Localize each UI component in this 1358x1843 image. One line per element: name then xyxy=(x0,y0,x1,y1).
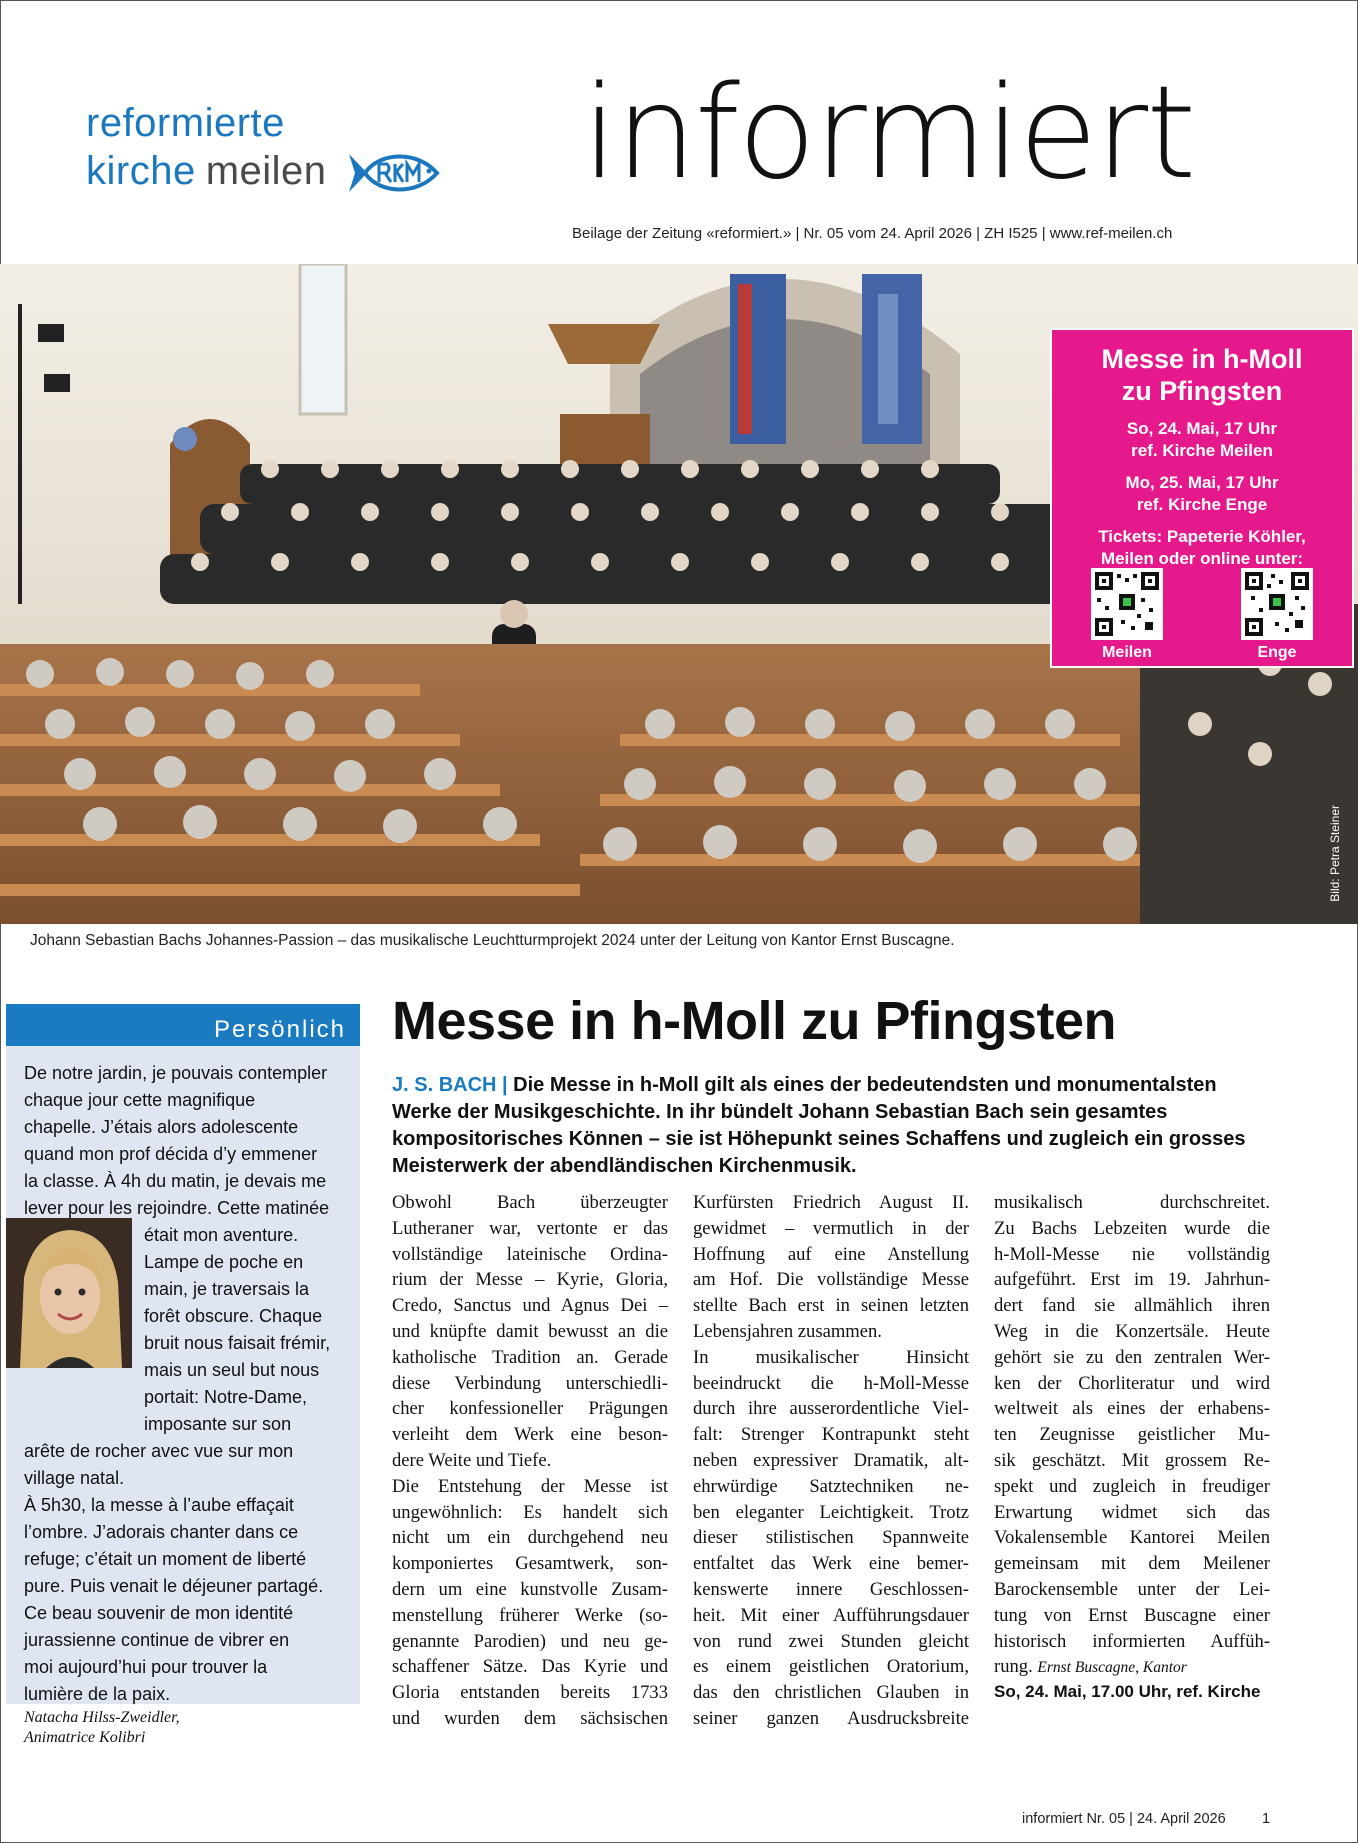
footer-issue: informiert Nr. 05 | 24. April 2026 xyxy=(1022,1811,1226,1827)
column-last-line xyxy=(994,1654,1270,1681)
column-line: genannte Parodien) und neu ge- xyxy=(392,1630,668,1652)
article-signature: Ernst Buscagne, Kantor xyxy=(1037,1659,1187,1677)
sidebar-line: moi aujourd’hui pour trouver la xyxy=(24,1657,268,1677)
column-line: komponiertes Gesamtwerk, son- xyxy=(392,1553,668,1575)
sidebar-line: chapelle. J’étais alors adolescente xyxy=(24,1117,299,1137)
sidebar-line: Ce beau souvenir de mon identité xyxy=(24,1603,294,1623)
sidebar-line: forêt obscure. Chaque xyxy=(144,1306,323,1326)
promo-date2-line2: ref. Kirche Enge xyxy=(1136,495,1268,514)
logo-text-meilen: meilen xyxy=(205,149,327,193)
sidebar-signature-name: Natacha Hilss-Zweidler, xyxy=(24,1709,180,1726)
sidebar-line: chaque jour cette magnifique xyxy=(24,1090,256,1110)
sidebar-text-top xyxy=(24,1060,329,1222)
author-portrait xyxy=(6,1218,132,1368)
column-line: vollständige lateinische Ordina- xyxy=(392,1243,668,1265)
column-line: ehrwürdige Satztechniken ne- xyxy=(693,1475,969,1497)
column-line: Weg in die Konzertsäle. Heute xyxy=(994,1320,1270,1342)
sidebar-text-wrap xyxy=(144,1222,330,1438)
column-line: und knüpfte damit bewusst an die xyxy=(392,1320,668,1342)
photo-caption: Johann Sebastian Bachs Johannes-Passion – das musikalische Leuchtturmprojekt 2024 unter der Leitung von Kantor Ernst Buscagne. xyxy=(30,932,955,949)
qr-code-icon xyxy=(1241,568,1313,640)
column-line: Gloria entstanden bereits 1733 xyxy=(392,1682,668,1704)
sidebar-line: Lampe de poche en xyxy=(144,1252,304,1272)
column-line: Credo, Sanctus und Agnus Dei – xyxy=(392,1295,668,1317)
sidebar-line: lumière de la paix. xyxy=(24,1684,171,1704)
column-line: das den christlichen Glauben in xyxy=(693,1682,969,1704)
church-logo[interactable] xyxy=(86,102,441,198)
column-line: von rund zwei Stunden gleicht xyxy=(693,1630,969,1652)
column-line: gehört sie zu den zentralen Wer- xyxy=(994,1346,1270,1368)
column-line: Kurfürsten Friedrich August II. xyxy=(693,1192,969,1213)
column-line: menstellung früherer Werke (so- xyxy=(392,1604,668,1626)
qr-code-icon xyxy=(1091,568,1163,640)
qr-code-meilen[interactable] xyxy=(1091,568,1163,662)
page-number: 1 xyxy=(1262,1811,1271,1827)
column-line: Erwartung widmet sich das xyxy=(994,1501,1270,1523)
personal-column xyxy=(6,1004,360,1746)
column-line: heit. Mit einer Aufführungsdauer xyxy=(693,1604,969,1626)
masthead-title: informiert xyxy=(582,59,1195,208)
article-lead xyxy=(392,1072,1292,1180)
promo-tickets-line1: Tickets: Papeterie Köhler, xyxy=(1098,527,1306,547)
promo-date1-line2: ref. Kirche Meilen xyxy=(1131,440,1273,460)
column-line: dern um eine kunstvolle Zusam- xyxy=(392,1578,668,1600)
article-kicker: J. S. BACH | xyxy=(392,1074,508,1096)
column-line: dert fand sie allmählich ihren xyxy=(994,1295,1270,1317)
qr-label-meilen: Meilen xyxy=(1102,644,1152,661)
concert-promo-box xyxy=(1050,328,1354,668)
column-line: am Hof. Die vollständige Messe xyxy=(693,1269,969,1291)
qr-label-enge: Enge xyxy=(1257,644,1297,661)
column-line: ungewöhnlich: Es handelt sich xyxy=(392,1501,668,1523)
sidebar-line: l’ombre. J’adorais chanter dans ce xyxy=(24,1522,299,1542)
column-line: rung. xyxy=(994,1656,1033,1678)
column-line: ten Zeugnisse geistlicher Mu- xyxy=(994,1424,1270,1446)
sidebar-signature-role: Animatrice Kolibri xyxy=(24,1729,146,1746)
promo-title-line1: Messe in h-Moll xyxy=(1101,344,1303,374)
photo-credit: Bild: Petra Steiner xyxy=(1328,805,1342,902)
article-headline: Messe in h-Moll zu Pfingsten xyxy=(392,991,1117,1051)
logo-text-kirche: kirche xyxy=(86,149,196,193)
sidebar-heading: Persönlich xyxy=(6,1004,360,1046)
sidebar-line: main, je traversais la xyxy=(144,1279,310,1299)
sidebar-line: De notre jardin, je pouvais contempler xyxy=(24,1063,328,1083)
column-line: Zu Bachs Lebzeiten wurde die xyxy=(994,1217,1270,1239)
column-line: Vokalensemble Kantorei Meilen xyxy=(994,1527,1270,1549)
qr-code-enge[interactable] xyxy=(1241,568,1313,662)
lead-line: Die Messe in h-Moll gilt als eines der bedeutendsten und monumentalsten xyxy=(507,1074,1217,1096)
promo-date1-line1: So, 24. Mai, 17 Uhr xyxy=(1126,418,1278,438)
column-line: tung von Ernst Buscagne einer xyxy=(994,1604,1270,1626)
sidebar-line: pure. Puis venait le déjeuner partagé. xyxy=(24,1576,324,1596)
column-line: schaffener Sätze. Das Kyrie und xyxy=(392,1656,668,1678)
column-line: Die Entstehung der Messe ist xyxy=(392,1475,668,1497)
sidebar-line: était mon aventure. xyxy=(144,1225,299,1245)
column-line: beeindruckt die h-Moll-Messe xyxy=(693,1372,969,1394)
column-line: ben eleganter Leichtigkeit. Trotz xyxy=(693,1501,969,1523)
column-line: Lebensjahren zusammen. xyxy=(693,1320,882,1342)
sidebar-line: refuge; c’était un moment de liberté xyxy=(24,1549,307,1569)
column-line: cher konfessioneller Prägungen xyxy=(392,1398,668,1420)
event-date-line: So, 24. Mai, 17.00 Uhr, ref. Kirche xyxy=(994,1682,1261,1701)
sidebar-line: lever pour les rejoindre. Cette matinée xyxy=(24,1198,330,1218)
column-line: diese Verbindung unterschiedli- xyxy=(392,1372,668,1394)
column-line: katholische Tradition an. Gerade xyxy=(392,1346,668,1368)
lead-line: Meisterwerk der abendländischen Kirchenmusik. xyxy=(392,1155,857,1177)
column-line: sik geschätzt. Mit grossem Re- xyxy=(994,1449,1270,1471)
column-line: Barockensemble unter der Lei- xyxy=(994,1578,1270,1600)
logo-text-line2 xyxy=(86,144,441,198)
sidebar-line: village natal. xyxy=(24,1468,125,1488)
lead-line: kompositorisches Können – sie ist Höhepunkt seines Schaffens und zugleich ein grosses xyxy=(392,1128,1246,1150)
sidebar-line: quand mon prof décida d’y emmener xyxy=(24,1144,318,1164)
article-column-3 xyxy=(994,1190,1270,1681)
promo-date2-line1: Mo, 25. Mai, 17 Uhr xyxy=(1125,472,1279,492)
column-line: und wurden dem sächsischen xyxy=(392,1707,668,1729)
sidebar-line: mais un seul but nous xyxy=(144,1360,320,1380)
column-line: gemeinsam mit dem Meilener xyxy=(994,1553,1270,1575)
column-line: kenswerte innere Geschlossen- xyxy=(693,1578,969,1600)
column-line: falt: Strenger Kontrapunkt steht xyxy=(693,1424,969,1446)
column-line: aufgeführt. Erst im 19. Jahrhun- xyxy=(994,1269,1270,1291)
column-line: nicht um ein durchgehend neu xyxy=(392,1527,668,1549)
column-line: gewidmet – vermutlich in der xyxy=(693,1217,969,1239)
column-line: weltweit als eines der erhabens- xyxy=(994,1398,1270,1420)
sidebar-line: la classe. À 4h du matin, je devais me xyxy=(24,1171,327,1191)
sidebar-line: À 5h30, la messe à l’aube effaçait xyxy=(24,1495,294,1515)
column-line: dere Weite und Tiefe. xyxy=(392,1449,552,1471)
column-line: rium der Messe – Kyrie, Gloria, xyxy=(392,1269,668,1291)
column-line: durch ihre ausserordentliche Viel- xyxy=(693,1398,969,1420)
column-line: Hoffnung auf eine Anstellung xyxy=(693,1243,969,1265)
column-line: dieser stilistischen Spannweite xyxy=(693,1527,969,1549)
column-line: Obwohl Bach überzeugter xyxy=(392,1192,668,1213)
logo-text-line1: reformierte xyxy=(86,101,285,145)
promo-title-line2: zu Pfingsten xyxy=(1121,375,1283,406)
column-line: stellte Bach erst in seinen letzten xyxy=(693,1295,969,1317)
column-line: entfaltet das Werk eine bemer- xyxy=(693,1553,969,1575)
column-line: h-Moll-Messe nie vollständig xyxy=(994,1243,1270,1265)
column-line: spekt und zugleich in freudiger xyxy=(994,1475,1270,1497)
article-column-2 xyxy=(693,1190,969,1732)
column-line: verleiht dem Werk eine beson- xyxy=(392,1424,668,1446)
column-line: seiner ganzen Ausdrucksbreite xyxy=(693,1707,969,1729)
fish-logo-icon xyxy=(345,148,441,198)
column-line: historisch informierten Auffüh- xyxy=(994,1630,1270,1652)
sidebar-line: bruit nous faisait frémir, xyxy=(144,1333,331,1353)
column-line: es einem geistlichen Oratorium, xyxy=(693,1656,969,1678)
sidebar-line: jurassienne continue de vibrer en xyxy=(24,1630,290,1650)
column-line: Lutheraner war, vertonte er das xyxy=(392,1217,668,1239)
promo-tickets-line2: Meilen oder online unter: xyxy=(1100,549,1304,569)
article-column-1 xyxy=(392,1190,668,1732)
lead-line: Werke der Musikgeschichte. In ihr bündelt Johann Sebastian Bach sein gesamtes xyxy=(392,1101,1168,1123)
column-line: neben expressiver Dramatik, alt- xyxy=(693,1449,969,1471)
sidebar-line: imposante sur son xyxy=(144,1414,292,1434)
sidebar-line: portait: Notre-Dame, xyxy=(144,1387,308,1407)
column-line: musikalisch durchschreitet. xyxy=(994,1192,1270,1213)
sidebar-line: arête de rocher avec vue sur mon xyxy=(24,1441,294,1461)
masthead-subline: Beilage der Zeitung «reformiert.» | Nr. 05 vom 24. April 2026 | ZH I525 | www.ref-meilen.ch xyxy=(572,225,1173,242)
sidebar-text-bottom xyxy=(24,1438,323,1748)
column-line: In musikalischer Hinsicht xyxy=(693,1346,969,1368)
column-line: ken der Chorliteratur und wird xyxy=(994,1372,1270,1394)
